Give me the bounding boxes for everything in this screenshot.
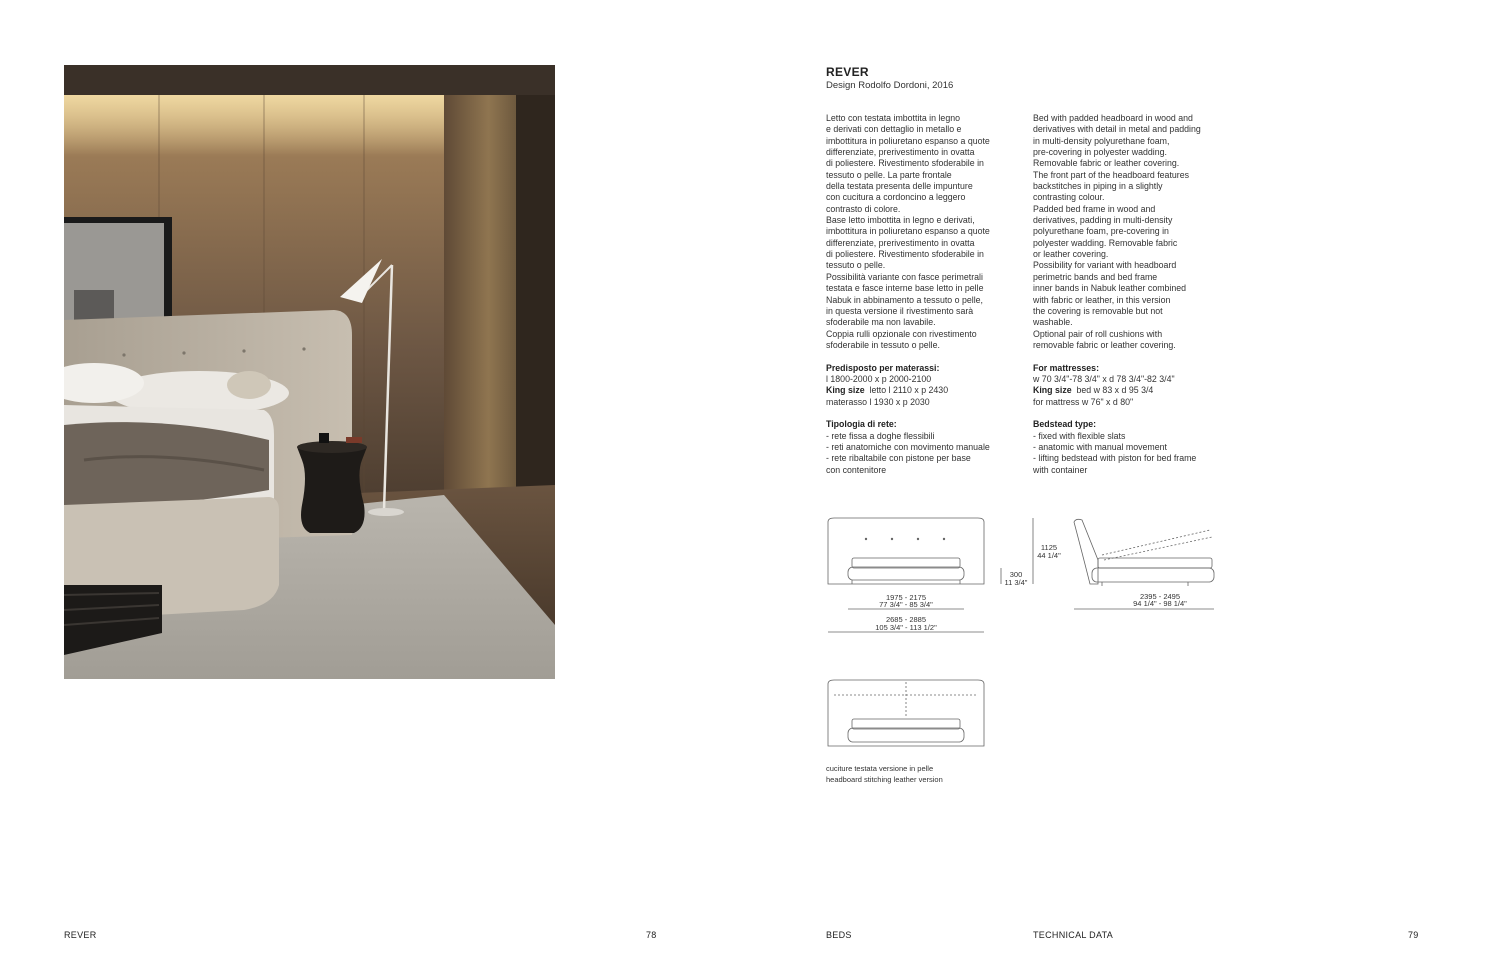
right-page [742, 0, 1485, 968]
italian-mattress-heading: Predisposto per materassi: [826, 362, 940, 373]
english-mattress-heading: For mattresses: [1033, 362, 1100, 373]
english-mattress-size: w 70 3/4"-78 3/4" x d 78 3/4"-82 3/4" [1033, 373, 1175, 384]
base-height-in: 11 3/4" [1004, 578, 1028, 587]
designer-credit: Design Rodolfo Dordoni, 2016 [826, 80, 954, 91]
italian-king-mattress: materasso l 1930 x p 2030 [826, 396, 930, 407]
base-height-mm: 300 [1009, 570, 1023, 579]
front-view-drawing [828, 518, 1033, 632]
side-length-mm: 2395 - 2495 [1139, 592, 1181, 601]
side-length-in: 94 1/4" - 98 1/4" [1133, 599, 1187, 608]
left-page [0, 0, 742, 968]
product-title: REVER [826, 65, 869, 79]
front-inner-mm: 1975 - 2175 [885, 593, 927, 602]
bedroom-illustration [64, 65, 555, 679]
english-king-label: King size [1033, 385, 1072, 396]
english-bedstead-list: - fixed with flexible slats - anatomic with manual movement - lifting bedstead with piston for bed frame with container [1033, 430, 1197, 475]
italian-king-size: letto l 2110 x p 2430 [869, 385, 949, 396]
page-number-right: 79 [1408, 930, 1419, 940]
caption-italian: cuciture testata versione in pelle [826, 764, 934, 773]
head-height-in: 44 1/4" [1037, 551, 1061, 560]
page-number-left: 78 [646, 930, 657, 940]
stitching-caption [826, 763, 943, 785]
footer-section: BEDS [826, 930, 852, 940]
bedroom-photo [64, 65, 555, 679]
technical-drawings [742, 0, 1485, 968]
italian-bedstead-list: - rete fissa a doghe flessibili - reti anatomiche con movimento manuale - rete ribaltabile con pistone per base con contenitore [826, 430, 990, 475]
stitching-view-drawing [828, 680, 984, 746]
english-description: Bed with padded headboard in wood and derivatives with detail in metal and padding in multi-density polyurethane foam, pre-covering in polyester wadding. Removable fabric or leather covering. The front part of the headboard features backstitches in piping in a slightly contrasting colour. Padded bed frame in wood and derivatives, padding in multi-density polyurethane foam, pre-covering in polyester wadding. Removable fabric or leather covering. Possibility for variant with headboard perimetric bands and bed frame inner bands in Nabuk leather combined with fabric or leather, in this version the covering is removable but not washable. Optional pair of roll cushions with removable fabric or leather covering. [1033, 113, 1201, 350]
front-outer-mm: 2685 - 2885 [885, 615, 927, 624]
italian-mattress-size: l 1800-2000 x p 2000-2100 [826, 373, 932, 384]
front-outer-in: 105 3/4" - 113 1/2" [875, 623, 937, 632]
english-king-mattress: for mattress w 76" x d 80" [1033, 396, 1134, 407]
front-inner-in: 77 3/4" - 85 3/4" [879, 600, 933, 609]
footer-product-name: REVER [64, 930, 97, 940]
english-bedstead-heading: Bedstead type: [1033, 419, 1097, 430]
footer-technical: TECHNICAL DATA [1033, 930, 1114, 940]
english-king-size: bed w 83 x d 95 3/4 [1076, 385, 1154, 396]
italian-bedstead-heading: Tipologia di rete: [826, 419, 897, 430]
italian-description: Letto con testata imbottita in legno e derivati con dettaglio in metallo e imbottitura in poliuretano espanso a quote differenziate, prerivestimento in ovatta di poliestere. Rivestimento sfoderabile in tessuto o pelle. La parte frontale della testata presenta delle impunture con cucitura a cordoncino a leggero contrasto di colore. Base letto imbottita in legno e derivati, imbottitura in poliuretano espanso a quote differenziate, prerivestimento in ovatta di poliestere. Rivestimento sfoderabile in tessuto o pelle. Possibilità variante con fasce perimetrali testata e fasce interne base letto in pelle Nabuk in abbinamento a tessuto o pelle, in questa versione il rivestimento sarà sfoderabile ma non lavabile. Coppia rulli opzionale con rivestimento sfoderabile in tessuto o pelle. [826, 113, 990, 350]
caption-english: headboard stitching leather version [826, 775, 943, 784]
italian-king-label: King size [826, 385, 865, 396]
head-height-mm: 1125 [1040, 543, 1058, 552]
